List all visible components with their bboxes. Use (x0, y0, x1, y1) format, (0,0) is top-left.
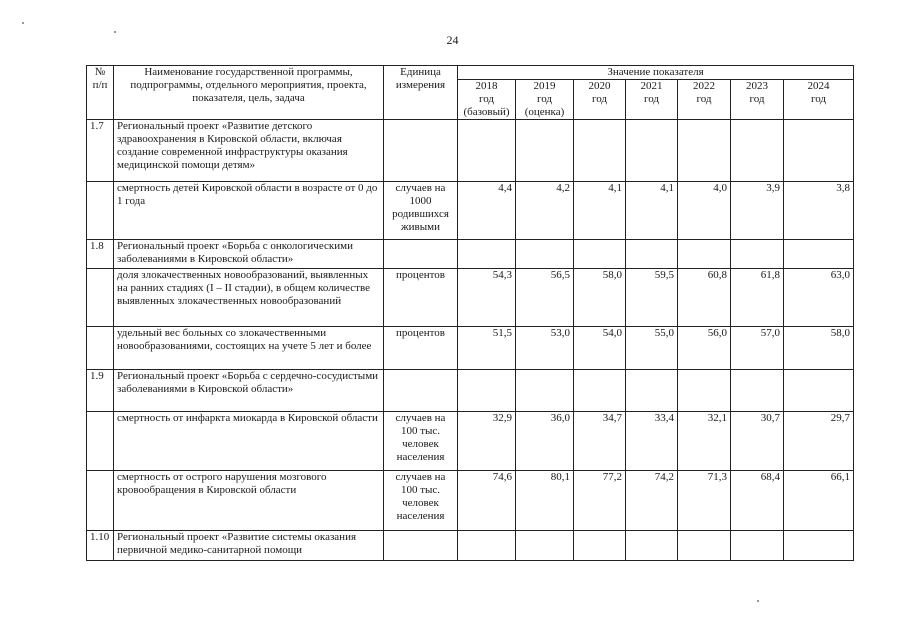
row-value: 4,1 (574, 182, 626, 240)
row-value (574, 531, 626, 561)
header-year-label: год (643, 93, 660, 105)
row-name: Региональный проект «Борьба с сердечно-сосудистыми заболеваниями в Кировской области» (114, 370, 384, 412)
row-value: 77,2 (574, 471, 626, 531)
header-year-2020 (574, 80, 626, 120)
table-row (87, 412, 854, 471)
row-number: 1.10 (87, 531, 114, 561)
row-value (626, 120, 678, 182)
row-value (626, 240, 678, 269)
row-value (731, 370, 784, 412)
row-unit (384, 240, 458, 269)
row-value: 29,7 (784, 412, 854, 471)
row-value: 51,5 (458, 327, 516, 370)
row-number (87, 269, 114, 327)
header-row (87, 66, 854, 80)
row-value: 61,8 (731, 269, 784, 327)
row-value (574, 370, 626, 412)
scan-speck (757, 600, 759, 602)
row-value (784, 370, 854, 412)
row-unit (384, 531, 458, 561)
table-row (87, 370, 854, 412)
row-name: Региональный проект «Развитие детского здравоохранения в Кировской области, включая создание современной инфраструктуры оказания медицинской помощи детям» (114, 120, 384, 182)
row-value: 54,0 (574, 327, 626, 370)
row-value (516, 240, 574, 269)
row-value: 53,0 (516, 327, 574, 370)
row-value: 56,0 (678, 327, 731, 370)
row-value: 4,4 (458, 182, 516, 240)
row-value: 34,7 (574, 412, 626, 471)
header-year-2018 (458, 80, 516, 120)
row-number (87, 412, 114, 471)
row-value (678, 240, 731, 269)
header-year-year: 2021 (640, 80, 663, 92)
row-value (458, 120, 516, 182)
row-value (574, 240, 626, 269)
row-value (626, 370, 678, 412)
scan-speck (114, 31, 116, 33)
table-row (87, 240, 854, 269)
row-value (458, 240, 516, 269)
header-year-2022 (678, 80, 731, 120)
header-year-label: год (696, 93, 712, 105)
row-value: 63,0 (784, 269, 854, 327)
row-number: 1.9 (87, 370, 114, 412)
indicator-table (86, 65, 854, 561)
page-number: 24 (446, 33, 459, 47)
row-value: 4,0 (678, 182, 731, 240)
row-value (784, 531, 854, 561)
row-value (731, 240, 784, 269)
row-value (458, 531, 516, 561)
row-number: 1.8 (87, 240, 114, 269)
row-number (87, 182, 114, 240)
row-value: 3,8 (784, 182, 854, 240)
row-value: 58,0 (574, 269, 626, 327)
row-value: 32,1 (678, 412, 731, 471)
row-value: 3,9 (731, 182, 784, 240)
header-year-label: год (591, 93, 608, 105)
header-year-note: (оценка) (524, 106, 565, 118)
header-values: Значение показателя (458, 66, 854, 80)
row-value: 56,5 (516, 269, 574, 327)
header-year-year: 2024 (807, 80, 830, 92)
row-name: Региональный проект «Борьба с онкологическими заболеваниями в Кировской области» (114, 240, 384, 269)
row-value: 74,6 (458, 471, 516, 531)
row-unit: процентов (384, 269, 458, 327)
row-value: 36,0 (516, 412, 574, 471)
row-value: 80,1 (516, 471, 574, 531)
row-value: 32,9 (458, 412, 516, 471)
header-year-year: 2018 (475, 80, 498, 92)
row-value (678, 531, 731, 561)
row-name: смертность от острого нарушения мозгового кровообращения в Кировской области (114, 471, 384, 531)
row-name: удельный вес больных со злокачественными новообразованиями, состоящих на учете 5 лет и более (114, 327, 384, 370)
header-year-note: (базовый) (463, 106, 510, 118)
header-name: Наименование государственной программы, подпрограммы, отдельного мероприятия, проекта, показателя, цель, задача (114, 66, 384, 120)
row-value: 55,0 (626, 327, 678, 370)
header-year-2021 (626, 80, 678, 120)
row-value (626, 531, 678, 561)
row-value (784, 120, 854, 182)
row-value: 71,3 (678, 471, 731, 531)
row-value: 60,8 (678, 269, 731, 327)
header-year-label: год (811, 93, 827, 105)
header-year-year: 2020 (588, 80, 611, 92)
row-unit: случаев на 100 тыс. человек населения (384, 412, 458, 471)
header-unit: Единица измерения (384, 66, 458, 120)
row-value (574, 120, 626, 182)
row-value: 54,3 (458, 269, 516, 327)
row-value (516, 531, 574, 561)
row-unit (384, 370, 458, 412)
table-row (87, 120, 854, 182)
row-number: 1.7 (87, 120, 114, 182)
row-number (87, 327, 114, 370)
row-name: смертность детей Кировской области в возрасте от 0 до 1 года (114, 182, 384, 240)
header-year-label: год (536, 93, 553, 105)
row-number (87, 471, 114, 531)
table-row (87, 327, 854, 370)
header-year-year: 2023 (746, 80, 768, 92)
header-year-year: 2019 (533, 80, 556, 92)
table-row (87, 471, 854, 531)
row-value: 4,2 (516, 182, 574, 240)
row-value: 58,0 (784, 327, 854, 370)
row-value (731, 120, 784, 182)
row-value (458, 370, 516, 412)
header-year-label: год (749, 93, 765, 105)
row-value: 33,4 (626, 412, 678, 471)
row-value: 68,4 (731, 471, 784, 531)
header-year-2023 (731, 80, 784, 120)
header-year-2019 (516, 80, 574, 120)
table-row (87, 531, 854, 561)
row-value (516, 120, 574, 182)
row-value: 4,1 (626, 182, 678, 240)
row-unit: случаев на 1000 родившихся живыми (384, 182, 458, 240)
row-value: 66,1 (784, 471, 854, 531)
row-value (784, 240, 854, 269)
header-year-label: год (478, 93, 495, 105)
header-year-2024 (784, 80, 854, 120)
row-value: 59,5 (626, 269, 678, 327)
row-value: 30,7 (731, 412, 784, 471)
table-row (87, 182, 854, 240)
header-year-year: 2022 (693, 80, 715, 92)
row-value (731, 531, 784, 561)
row-unit: случаев на 100 тыс. человек населения (384, 471, 458, 531)
row-name: Региональный проект «Развитие системы оказания первичной медико-санитарной помощи (114, 531, 384, 561)
row-unit: процентов (384, 327, 458, 370)
row-unit (384, 120, 458, 182)
table-row (87, 269, 854, 327)
row-value (678, 370, 731, 412)
row-value (678, 120, 731, 182)
row-value: 57,0 (731, 327, 784, 370)
row-name: доля злокачественных новообразований, выявленных на ранних стадиях (I – II стадии), в общем количестве выявленных злокачественных новообразований (114, 269, 384, 327)
row-value (516, 370, 574, 412)
header-num: № п/п (87, 66, 114, 120)
row-name: смертность от инфаркта миокарда в Кировской области (114, 412, 384, 471)
row-value: 74,2 (626, 471, 678, 531)
scan-speck (22, 22, 24, 24)
